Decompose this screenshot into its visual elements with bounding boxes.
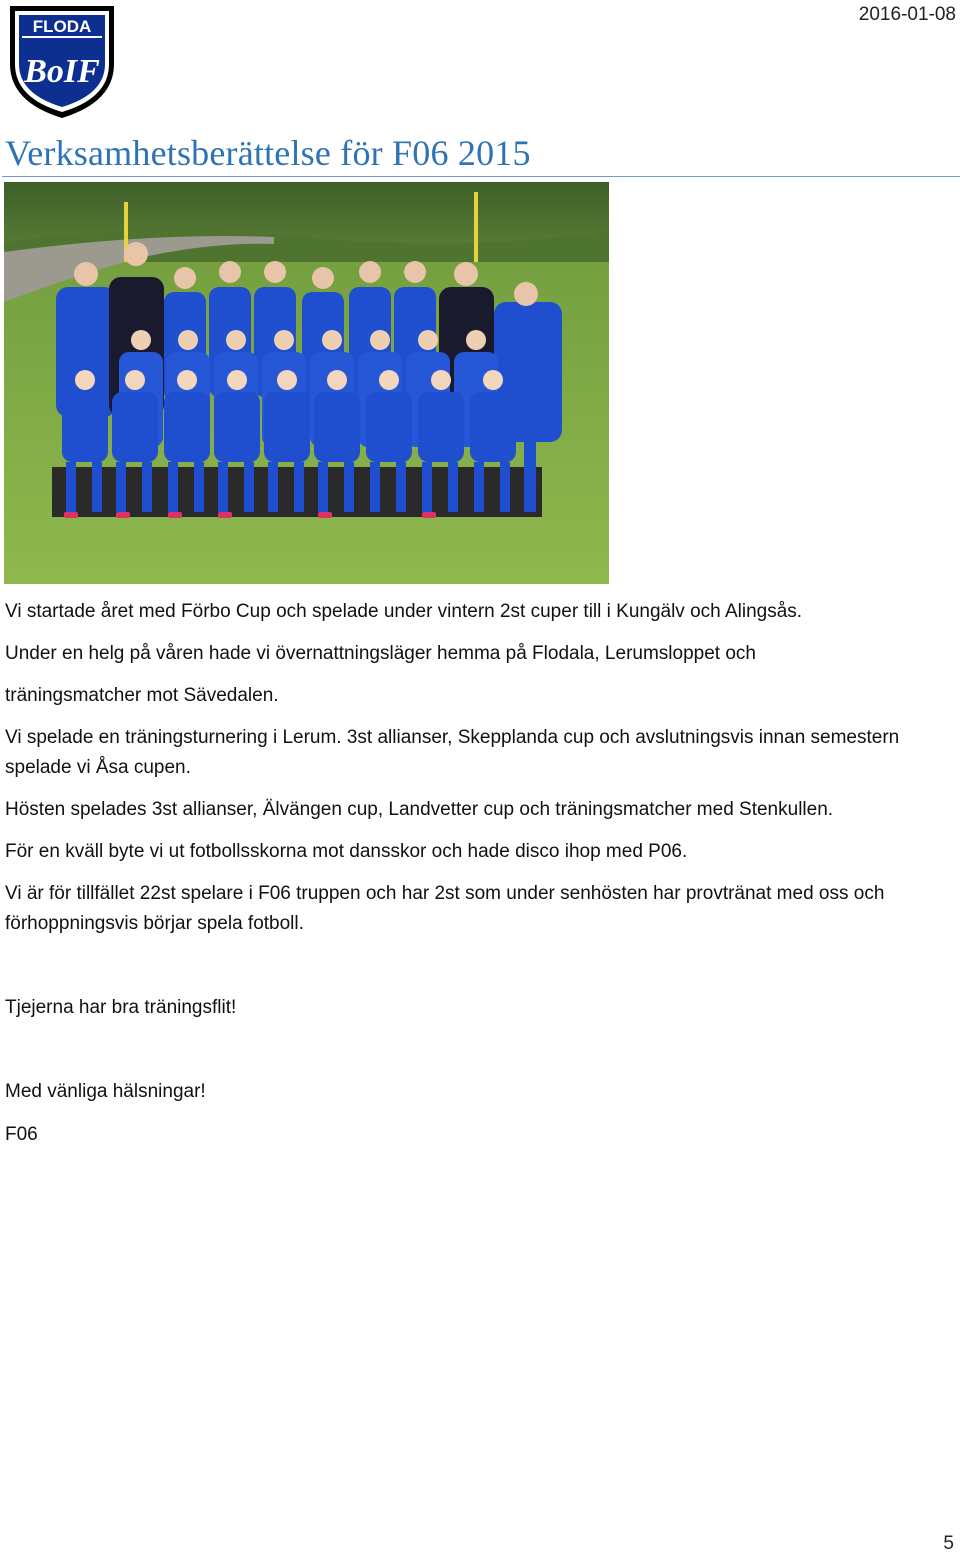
paragraph-spring-camp-line2: träningsmatcher mot Sävedalen.: [5, 685, 279, 706]
club-logo: [6, 2, 118, 120]
page-title: Verksamhetsberättelse för F06 2015: [5, 133, 531, 173]
paragraph-squad-line1: Vi är för tillfället 22st spelare i F06 truppen och har 2st som under senhösten har provtränat med oss och: [5, 883, 885, 904]
page-number: 5: [943, 1533, 954, 1554]
paragraph-training-diligence: Tjejerna har bra träningsflit!: [5, 997, 237, 1018]
logo-text: FLODA: [32, 17, 92, 36]
title-divider: [2, 176, 960, 177]
closing-greeting: Med vänliga hälsningar!: [5, 1081, 206, 1102]
paragraph-cups-winter: Vi startade året med Förbo Cup och spelade under vintern 2st cuper till i Kungälv och Alingsås.: [5, 601, 803, 622]
team-photo-image: [4, 182, 609, 584]
paragraph-autumn: Hösten spelades 3st allianser, Älvängen cup, Landvetter cup och träningsmatcher med Stenkullen.: [5, 799, 834, 820]
logo-monogram: BoIF: [24, 53, 100, 90]
signature: F06: [5, 1124, 38, 1145]
paragraph-spring-camp-line1: Under en helg på våren hade vi övernattningsläger hemma på Flodala, Lerumsloppet och: [5, 643, 756, 664]
paragraph-disco: För en kväll byte vi ut fotbollsskorna mot dansskor och hade disco ihop med P06.: [5, 841, 688, 862]
paragraph-tournament-line1: Vi spelade en träningsturnering i Lerum. 3st allianser, Skepplanda cup och avslutningsvis innan semestern: [5, 727, 900, 748]
paragraph-squad-line2: förhoppningsvis börjar spela fotboll.: [5, 913, 304, 934]
paragraph-tournament-line2: spelade vi Åsa cupen.: [5, 757, 191, 778]
floda-shield-icon: [6, 2, 118, 120]
team-photo: [4, 182, 609, 584]
document-date: 2016-01-08: [858, 4, 956, 25]
